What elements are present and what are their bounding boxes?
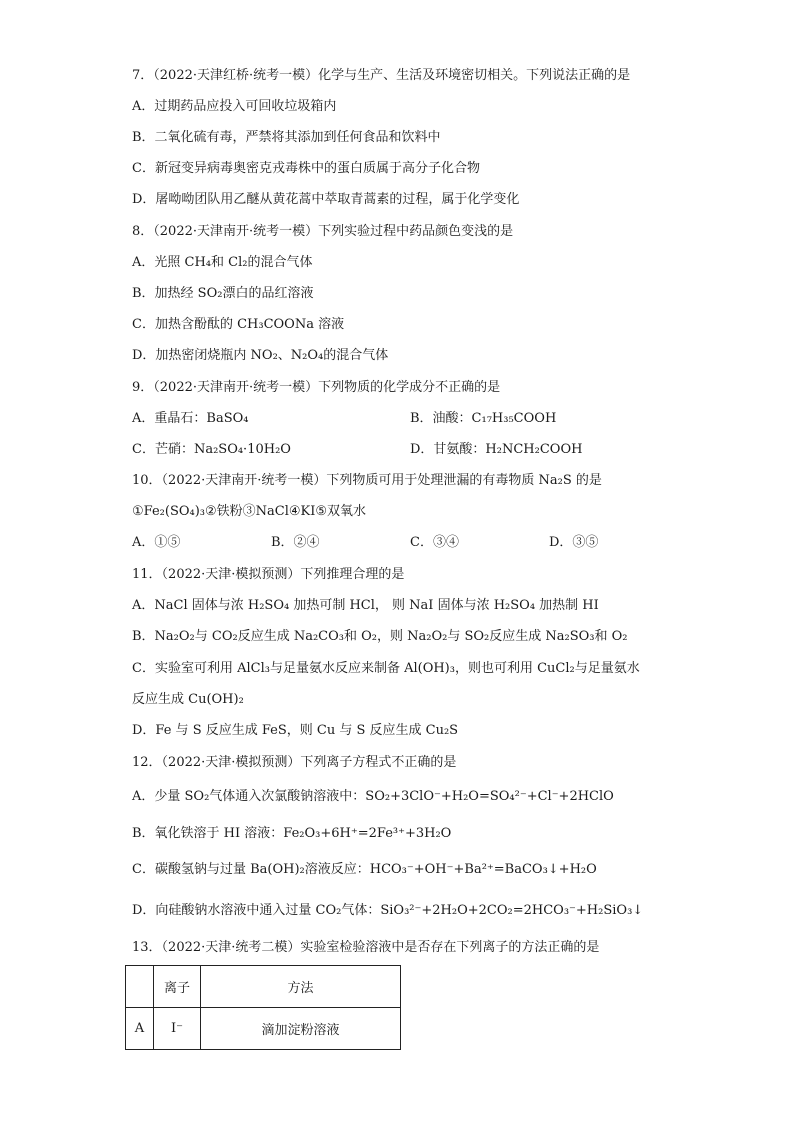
question-9-option-b: B．油酸：C₁₇H₃₅COOH [410, 411, 557, 426]
table-cell-method: 滴加淀粉溶液 [201, 1008, 401, 1050]
question-7-stem: 7．（2022·天津红桥·统考一模）化学与生产、生活及环境密切相关。下列说法正确的是 [132, 68, 631, 83]
table-cell-ion: I⁻ [154, 1008, 201, 1050]
question-11-option-c-continued: 反应生成 Cu(OH)₂ [132, 692, 244, 707]
question-12-option-b: B．氧化铁溶于 HI 溶液：Fe₂O₃+6H⁺=2Fe³⁺+3H₂O [132, 826, 452, 841]
question-9-option-c: C．芒硝：Na₂SO₄·10H₂O [132, 442, 291, 457]
question-8-option-a: A．光照 CH₄和 Cl₂的混合气体 [132, 255, 313, 270]
question-8-option-c: C．加热含酚酞的 CH₃COONa 溶液 [132, 317, 345, 332]
table-header-cell [126, 966, 154, 1008]
question-8-option-d: D．加热密闭烧瓶内 NO₂、N₂O₄的混合气体 [132, 348, 389, 363]
question-7-option-a: A．过期药品应投入可回收垃圾箱内 [132, 99, 337, 114]
table-row [126, 1008, 401, 1050]
question-10-option-b: B．②④ [271, 535, 320, 550]
question-10-option-c: C．③④ [410, 535, 459, 550]
question-9-option-a: A．重晶石：BaSO₄ [132, 411, 249, 426]
question-12-option-d: D．向硅酸钠水溶液中通入过量 CO₂气体：SiO₃²⁻+2H₂O+2CO₂=2HCO₃⁻+H₂SiO₃↓ [132, 903, 644, 918]
question-12-option-a: A．少量 SO₂气体通入次氯酸钠溶液中：SO₂+3ClO⁻+H₂O=SO₄²⁻+Cl⁻+2HClO [132, 789, 614, 804]
question-7-option-d: D．屠呦呦团队用乙醚从黄花蒿中萃取青蒿素的过程，属于化学变化 [132, 192, 520, 207]
question-11-option-c: C．实验室可利用 AlCl₃与足量氨水反应来制备 Al(OH)₃，则也可利用 CuCl₂与足量氨水 [132, 661, 640, 676]
question-11-option-b: B．Na₂O₂与 CO₂反应生成 Na₂CO₃和 O₂，则 Na₂O₂与 SO₂反应生成 Na₂SO₃和 O₂ [132, 629, 628, 644]
question-10-option-d: D．③⑤ [549, 535, 599, 550]
table-header-ion: 离子 [154, 966, 201, 1008]
table-header-row [126, 966, 401, 1008]
question-11-stem: 11．（2022·天津·模拟预测）下列推理合理的是 [132, 567, 405, 582]
question-7-option-c: C．新冠变异病毒奥密克戎毒株中的蛋白质属于高分子化合物 [132, 161, 480, 176]
table-cell-option: A [126, 1008, 154, 1050]
question-10-substance-list: ①Fe₂(SO₄)₃②铁粉③NaCl④KI⑤双氧水 [132, 504, 367, 519]
question-8-stem: 8．（2022·天津南开·统考一模）下列实验过程中药品颜色变浅的是 [132, 224, 514, 239]
table-header-method: 方法 [201, 966, 401, 1008]
question-11-option-a: A．NaCl 固体与浓 H₂SO₄ 加热可制 HCl， 则 NaI 固体与浓 H₂SO₄ 加热制 HI [132, 598, 599, 613]
question-8-option-b: B．加热经 SO₂漂白的品红溶液 [132, 286, 314, 301]
question-13-table [125, 965, 401, 1050]
question-13-stem: 13．（2022·天津·统考二模）实验室检验溶液中是否存在下列离子的方法正确的是 [132, 940, 600, 955]
question-12-stem: 12．（2022·天津·模拟预测）下列离子方程式不正确的是 [132, 755, 457, 770]
question-12-option-c: C．碳酸氢钠与过量 Ba(OH)₂溶液反应：HCO₃⁻+OH⁻+Ba²⁺=BaCO₃↓+H₂O [132, 862, 597, 877]
question-9-stem: 9．（2022·天津南开·统考一模）下列物质的化学成分不正确的是 [132, 380, 501, 395]
question-7-option-b: B．二氧化硫有毒，严禁将其添加到任何食品和饮料中 [132, 130, 441, 145]
question-9-option-d: D．甘氨酸：H₂NCH₂COOH [410, 442, 583, 457]
question-10-stem: 10．（2022·天津南开·统考一模）下列物质可用于处理泄漏的有毒物质 Na₂S 的是 [132, 473, 602, 488]
question-11-option-d: D．Fe 与 S 反应生成 FeS，则 Cu 与 S 反应生成 Cu₂S [132, 723, 459, 738]
question-10-option-a: A．①⑤ [132, 535, 181, 550]
